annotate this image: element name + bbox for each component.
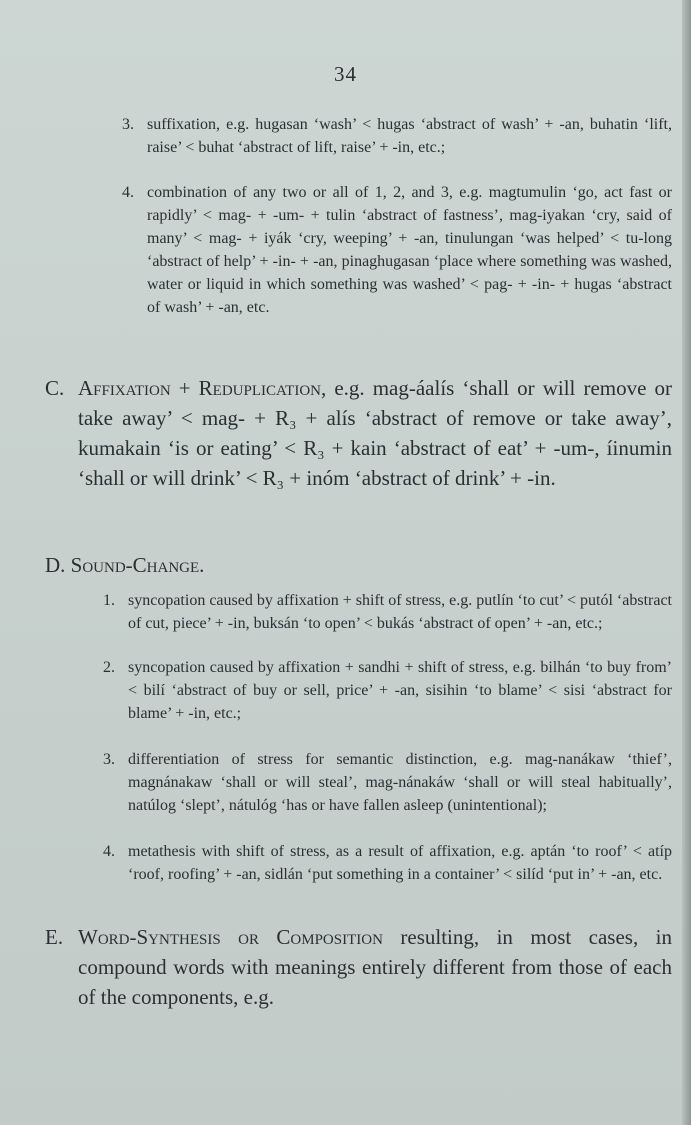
item-text: syncopation caused by affixation + sandhi + shift of stress, e.g. bilhán ‘to buy from’ < bilí ‘abstract of buy or sell, price’ + -an, sisihin ‘to blame’ < sisi ‘abstract for blame’ + -in, etc.; xyxy=(128,659,672,722)
section-title: Affixation + Reduplication xyxy=(78,376,321,400)
section-title: Word-Synthesis or Composition xyxy=(78,925,383,949)
section-c xyxy=(45,373,672,493)
list-item xyxy=(103,840,672,886)
page-number: 34 xyxy=(334,62,357,86)
item-number: 4. xyxy=(122,184,134,201)
item-text: metathesis with shift of stress, as a result of affixation, e.g. aptán ‘to roof’ < atíp ‘roof, roofing’ + -an, sidlán ‘put something in a container’ < silíd ‘put in’ + -an, etc. xyxy=(128,843,672,883)
list-item xyxy=(103,656,672,725)
item-number: 3. xyxy=(103,751,115,768)
section-letter: D. xyxy=(45,553,66,577)
item-number: 4. xyxy=(103,843,115,860)
list-item xyxy=(103,589,672,635)
item-text: differentiation of stress for semantic distinction, e.g. mag-nanákaw ‘thief’, magnánakaw ‘shall or will steal’, mag-nánakáw ‘shall or will steal habitually’, natúlog ‘slept’, nátulóg ‘has or have fallen asleep (unintentional); xyxy=(128,751,672,814)
section-letter: C. xyxy=(45,376,65,400)
item-number: 3. xyxy=(122,116,134,133)
section-title: Sound-Change. xyxy=(70,553,205,577)
item-text: syncopation caused by affixation + shift of stress, e.g. putlín ‘to cut’ < putól ‘abstract of cut, piece’ + -in, buksán ‘to open’ < bukás ‘abstract of open’ + -an, etc.; xyxy=(128,592,672,632)
section-text: , e.g. mag-áalís ‘shall or will remove or take away’ < mag- + R₃ + alís ‘abstract of remove or take away’, kumakain ‘is or eating’ < R₃ + kain ‘abstract of eat’ + -um-, íinumin ‘shall or will drink’ < R₃ + inóm ‘abstract of drink’ + -in. xyxy=(78,376,672,490)
item-text: combination of any two or all of 1, 2, and 3, e.g. magtumulin ‘go, act fast or rapidly’ < mag- + -um- + tulin ‘abstract of fastness’, mag-iyakan ‘cry, said of many’ < mag- + iyák ‘cry, weeping’ + -an, tinulungan ‘was helped’ < tu-long ‘abstract of help’ + -in- + -an, pinaghugasan ‘place where something was washed, water or liquid in which something was washed’ < pag- + -in- + hugas ‘abstract of wash’ + -an, etc. xyxy=(147,184,672,316)
list-item xyxy=(122,113,672,159)
item-number: 1. xyxy=(103,592,115,609)
section-text: resulting, in most cases, in compound words with meanings entirely different from those of each of the components, e.g. xyxy=(78,925,672,1009)
list-item xyxy=(122,181,672,319)
item-text: suffixation, e.g. hugasan ‘wash’ < hugas ‘abstract of wash’ + -an, buhatin ‘lift, raise’ < buhat ‘abstract of lift, raise’ + -in, etc.; xyxy=(147,116,672,156)
section-d-heading xyxy=(45,550,204,580)
section-letter: E. xyxy=(45,925,64,949)
page-edge xyxy=(682,0,691,1125)
list-item xyxy=(103,748,672,817)
item-number: 2. xyxy=(103,659,115,676)
section-e xyxy=(45,922,672,1012)
